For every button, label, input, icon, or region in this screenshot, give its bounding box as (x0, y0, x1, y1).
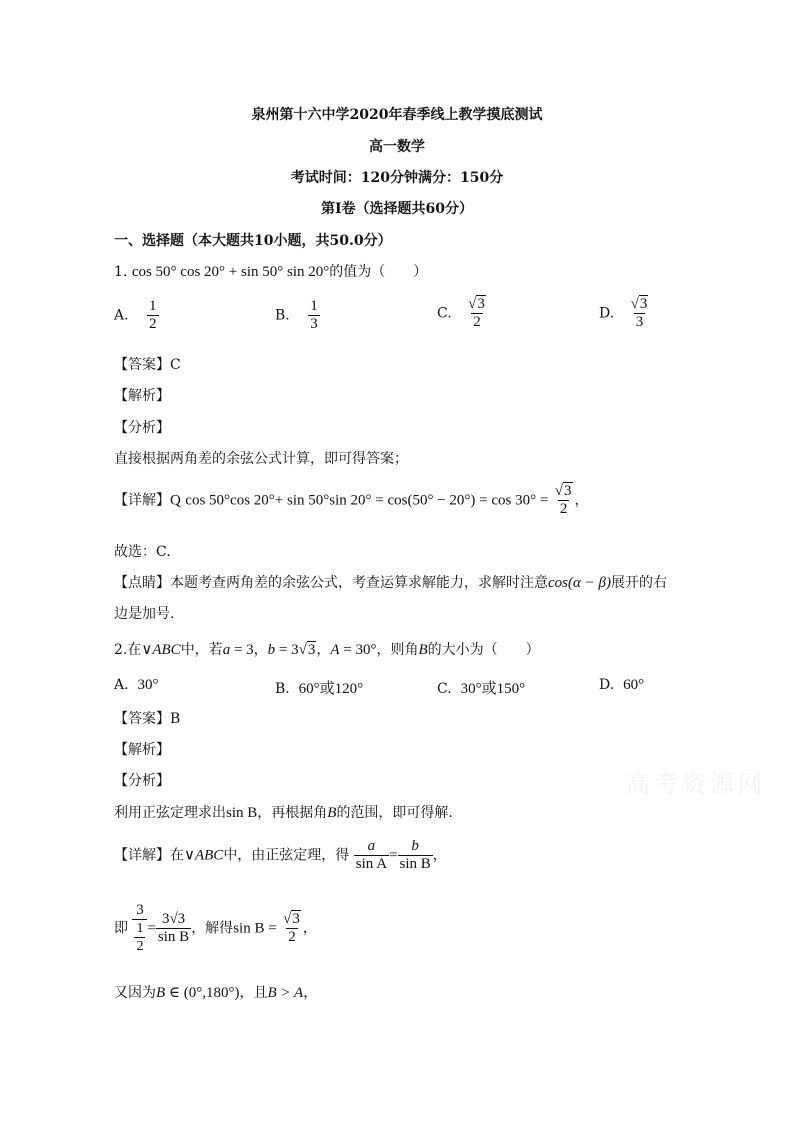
option-letter: D. (599, 305, 615, 322)
q1-option-b (275, 298, 320, 333)
subject-title: 高一数学 (369, 139, 425, 155)
q2-fenxi-label: 【分析】 (114, 773, 170, 789)
option-letter: B. (275, 307, 290, 324)
q1-review-cont: 边是加号. (114, 606, 175, 622)
watermark: 高考资源网 (626, 770, 766, 798)
fraction-numerator (629, 296, 651, 313)
q1-analysis: 直接根据两角差的余弦公式计算，即可得答案； (114, 451, 408, 467)
review-expression: cos(α − β) (548, 575, 611, 591)
fraction-numerator: 1 (310, 298, 318, 314)
question-1-stem (114, 261, 427, 281)
sqrt-symbol: √3 (298, 642, 316, 658)
option-fraction (308, 298, 320, 333)
q1-review: 【点睛】本题考查两角差的余弦公式，考查运算求解能力，求解时注意cos(α − β)展开的右 (114, 575, 667, 591)
q2-option-b: B. 60°或120° (275, 681, 364, 697)
question-expression: cos 50° cos 20° + sin 50° sin 20° (131, 264, 330, 280)
q2-detail-line3: 又因为B ∈ (0°,180°)，且B > A， (114, 985, 318, 1001)
q2-detail: 【详解】在∨ABC中，由正弦定理，得 $\frac{a}{\text{sin A}}$ = $\frac{b}{\text{sin B}}$ ， (114, 838, 447, 872)
because-symbol: Q (170, 492, 181, 509)
q1-option-c (437, 296, 488, 331)
q2-answer: 【答案】B (114, 711, 181, 727)
sqrt-symbol: √3 (630, 296, 648, 312)
section-heading: 一、选择题（本大题共10小题，共50.0分） (114, 233, 392, 249)
q2-jiexi-label: 【解析】 (114, 742, 170, 758)
fraction-denominator: 2 (473, 314, 481, 330)
q1-answer: 【答案】C (114, 357, 181, 373)
fraction-denominator: 2 (149, 316, 157, 332)
q2-analysis: 利用正弦定理求出sin B，再根据角B的范围，即可得解. (114, 805, 453, 821)
sqrt-symbol: √3 (554, 483, 572, 499)
q2-detail-line2: 即 $\frac{3}{\frac{1}{2}}$ = $\frac{3√3}{\text{sin B}}$ ，解得sin B = $\frac{√3}{2}$ ， (114, 902, 317, 954)
document-title: 泉州第十六中学2020年春季线上教学摸底测试 (251, 107, 543, 123)
q1-detail: 【详解】Q cos 50°cos 20°+ sin 50°sin 20° = cos(50° − 20°) = cos 30° = $\frac{√3}{2}$ ， (114, 483, 589, 517)
option-letter: C. (437, 305, 452, 322)
fraction-denominator: 3 (310, 316, 318, 332)
q1-option-d (599, 296, 650, 331)
detail-fraction: $\frac{b}{\text{sin B}}$ (399, 838, 431, 872)
q1-jiexi-label: 【解析】 (114, 388, 170, 404)
q1-fenxi-label: 【分析】 (114, 420, 170, 436)
detail-fraction: $\frac{√3}{2}$ (554, 483, 572, 517)
detail-expression: cos 50°cos 20°+ sin 50°sin 20° = cos(50° − 20°) = cos 30° = (185, 492, 549, 509)
question-suffix: 的值为（ ） (329, 264, 428, 280)
volume-title: 第Ⅰ卷（选择题共60分） (320, 201, 474, 217)
q2-option-a: A. 30° (114, 677, 159, 693)
compound-fraction: $\frac{3}{\frac{1}{2}}$ (132, 902, 147, 955)
sqrt-symbol: √3 (468, 296, 485, 312)
question-2-stem: 2.在∨ABC中，若a = 3，b = 3√3，A = 30°，则角B的大小为（ ） (114, 642, 540, 658)
q1-option-a (114, 298, 159, 333)
detail-fraction: $\frac{√3}{2}$ (283, 911, 300, 945)
question-number: 1. (114, 264, 132, 280)
option-letter: A. (114, 307, 129, 324)
fraction-numerator: 1 (149, 298, 157, 314)
option-fraction (629, 296, 651, 331)
exam-info: 考试时间：120分钟满分：150分 (290, 170, 504, 186)
option-fraction (147, 298, 159, 333)
detail-label: 【详解】 (114, 492, 170, 509)
fraction-numerator (466, 296, 488, 313)
detail-fraction: $\frac{a}{\text{sin A}}$ (355, 838, 388, 872)
q2-option-c: C. 30°或150° (437, 681, 526, 697)
q1-choice: 故选：C. (114, 544, 171, 560)
option-fraction (466, 296, 488, 331)
fraction-denominator: 3 (635, 314, 644, 330)
triangle-symbol: ∨ (141, 642, 153, 658)
detail-fraction: $\frac{3√3}{\text{sin B}}$ (157, 911, 190, 945)
q2-option-d: D. 60° (599, 677, 645, 693)
